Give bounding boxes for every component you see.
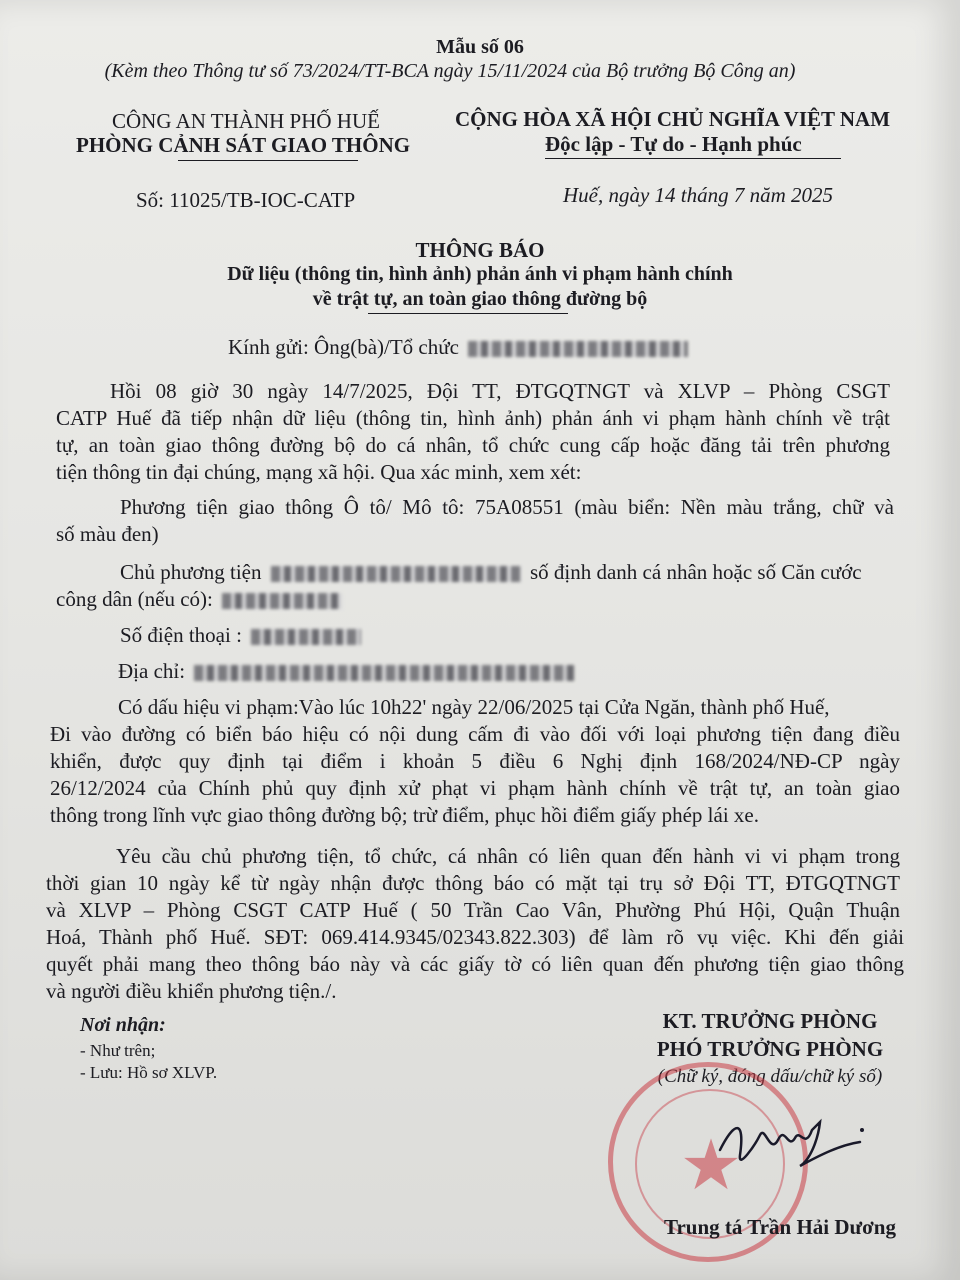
para1-line2: CATP Huế đã tiếp nhận dữ liệu (thông tin, hình ảnh) phản ánh vi phạm hành chính về trật bbox=[56, 406, 890, 430]
signer-title-1: KT. TRƯỞNG PHÒNG bbox=[662, 1009, 878, 1033]
redacted-recipient bbox=[468, 341, 688, 357]
phone-line bbox=[120, 622, 365, 648]
violation-line1: Có dấu hiệu vi phạm:Vào lúc 10h22' ngày 22/06/2025 tại Cửa Ngăn, thành phố Huế, bbox=[118, 695, 830, 719]
owner-line bbox=[120, 559, 862, 585]
recipient-line bbox=[228, 334, 692, 360]
violation-line3: khiển, được quy định tại điểm i khoản 5 điều 6 Nghị định 168/2024/NĐ-CP ngày bbox=[50, 749, 900, 773]
para1-line3: tự, an toàn giao thông đường bộ do cá nhân, tổ chức cung cấp hoặc đăng tải trên phương bbox=[56, 433, 890, 457]
nation-line2: Độc lập - Tự do - Hạnh phúc bbox=[545, 132, 802, 156]
document-subtitle-1: Dữ liệu (thông tin, hình ảnh) phản ánh vi phạm hành chính bbox=[227, 263, 733, 285]
nation-line1: CỘNG HÒA XÃ HỘI CHỦ NGHĨA VIỆT NAM bbox=[455, 107, 891, 131]
title-underline bbox=[368, 313, 568, 314]
violation-line5: thông trong lĩnh vực giao thông đường bộ; trừ điểm, phục hồi điểm giấy phép lái xe. bbox=[50, 803, 759, 827]
signer-name: Trung tá Trần Hải Dương bbox=[664, 1215, 896, 1239]
signer-note: (Chữ ký, đóng dấu/chữ ký số) bbox=[657, 1066, 883, 1087]
vehicle-line2: số màu đen) bbox=[56, 522, 159, 546]
address-label: Địa chỉ: bbox=[118, 659, 186, 683]
request-line6: và người điều khiển phương tiện./. bbox=[46, 979, 337, 1003]
recipients-item-2: - Lưu: Hồ sơ XLVP. bbox=[80, 1063, 218, 1082]
document-subtitle-2: về trật tự, an toàn giao thông đường bộ bbox=[312, 288, 648, 310]
handwritten-signature bbox=[700, 1100, 880, 1180]
document-title: THÔNG BÁO bbox=[415, 238, 545, 262]
vehicle-line1: Phương tiện giao thông Ô tô/ Mô tô: 75A08551 (màu biển: Nền màu trắng, chữ và bbox=[120, 495, 894, 519]
form-number: Mẫu số 06 bbox=[436, 36, 524, 58]
id-line bbox=[56, 586, 346, 612]
seal-star-icon: ★ bbox=[679, 1128, 743, 1205]
signer-title-2: PHÓ TRƯỞNG PHÒNG bbox=[656, 1037, 884, 1061]
redacted-id bbox=[222, 593, 342, 609]
recipient-label: Kính gửi: Ông(bà)/Tổ chức bbox=[228, 335, 459, 359]
redacted-address bbox=[194, 665, 574, 681]
violation-line2: Đi vào đường có biển báo hiệu có nội dung cấm đi vào đối với loại phương tiện đang điều bbox=[50, 722, 900, 746]
form-reference: (Kèm theo Thông tư số 73/2024/TT-BCA ngày 15/11/2024 của Bộ trưởng Bộ Công an) bbox=[104, 60, 796, 82]
address-line bbox=[118, 658, 578, 684]
redacted-phone bbox=[251, 629, 361, 645]
agency-line1: CÔNG AN THÀNH PHỐ HUẾ bbox=[112, 109, 380, 133]
redacted-owner bbox=[271, 566, 521, 582]
owner-label: Chủ phương tiện bbox=[120, 560, 262, 584]
agency-line2: PHÒNG CẢNH SÁT GIAO THÔNG bbox=[76, 133, 411, 157]
document-number: Số: 11025/TB-IOC-CATP bbox=[136, 188, 356, 212]
nation-underline bbox=[545, 158, 841, 159]
phone-label: Số điện thoại : bbox=[120, 623, 242, 647]
recipients-item-1: - Như trên; bbox=[80, 1041, 156, 1060]
request-line4: Hoá, Thành phố Huế. SĐT: 069.414.9345/02343.822.303) để làm rõ vụ việc. Khi đến giải bbox=[46, 925, 904, 949]
place-date: Huế, ngày 14 tháng 7 năm 2025 bbox=[563, 183, 834, 207]
para1-line4: tiện thông tin đại chúng, mạng xã hội. Qua xác minh, xem xét: bbox=[56, 460, 582, 484]
request-line2: thời gian 10 ngày kể từ ngày nhận được thông báo có mặt tại trụ sở Đội TT, ĐTGQTNGT bbox=[46, 871, 900, 895]
para1-line1: Hồi 08 giờ 30 ngày 14/7/2025, Đội TT, ĐTGQTNGT và XLVP – Phòng CSGT bbox=[110, 379, 890, 403]
violation-line4: 26/12/2024 của Chính phủ quy định xử phạt vi phạm hành chính về trật tự, an toàn giao bbox=[50, 776, 900, 800]
owner-suffix: số định danh cá nhân hoặc số Căn cước bbox=[529, 560, 862, 584]
request-line1: Yêu cầu chủ phương tiện, tổ chức, cá nhân có liên quan đến hành vi vi phạm trong bbox=[116, 844, 900, 868]
id-label: công dân (nếu có): bbox=[56, 587, 213, 611]
recipients-label: Nơi nhận: bbox=[80, 1014, 166, 1036]
request-line5: quyết phải mang theo thông báo này và các giấy tờ có liên quan đến phương tiện giao thông bbox=[46, 952, 904, 976]
agency-underline bbox=[178, 160, 358, 161]
request-line3: và XLVP – Phòng CSGT CATP Huế ( 50 Trần Cao Vân, Phường Phú Hội, Quận Thuận bbox=[46, 898, 900, 922]
